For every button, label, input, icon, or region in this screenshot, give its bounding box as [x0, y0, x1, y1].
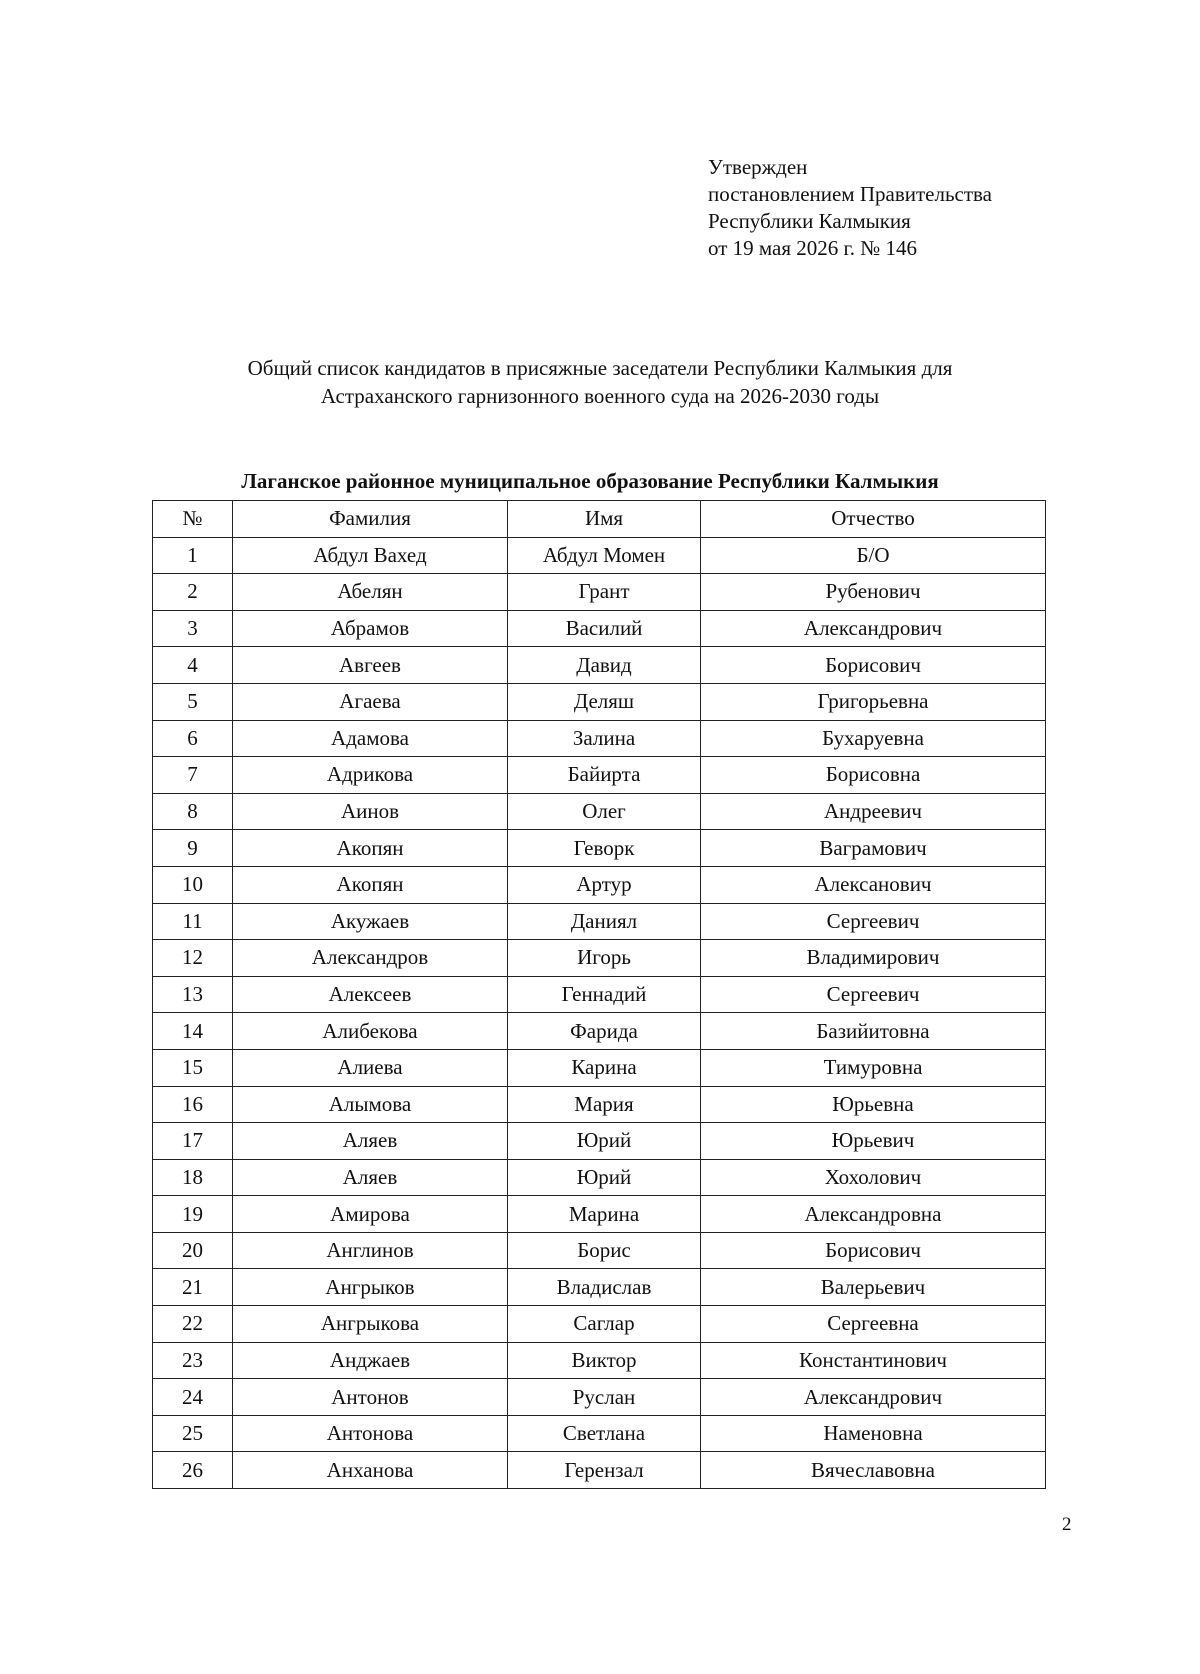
cell-patronymic: Вячеславовна	[701, 1452, 1046, 1489]
cell-name: Байирта	[508, 757, 701, 794]
table-row	[153, 537, 1046, 574]
cell-patronymic: Наменовна	[701, 1415, 1046, 1452]
cell-surname: Аляев	[233, 1159, 508, 1196]
cell-name: Игорь	[508, 940, 701, 977]
cell-name: Владислав	[508, 1269, 701, 1306]
table-row	[153, 1013, 1046, 1050]
table-row	[153, 757, 1046, 794]
cell-name: Саглар	[508, 1306, 701, 1343]
cell-name: Геннадий	[508, 976, 701, 1013]
table-row	[153, 1342, 1046, 1379]
cell-patronymic: Александрович	[701, 610, 1046, 647]
cell-name: Юрий	[508, 1159, 701, 1196]
header-number: №	[153, 501, 233, 538]
cell-surname: Ангрыкова	[233, 1306, 508, 1343]
cell-patronymic: Андреевич	[701, 793, 1046, 830]
cell-patronymic: Борисович	[701, 1232, 1046, 1269]
cell-patronymic: Рубенович	[701, 574, 1046, 611]
cell-patronymic: Юрьевич	[701, 1123, 1046, 1160]
cell-patronymic: Борисовна	[701, 757, 1046, 794]
table-row	[153, 1306, 1046, 1343]
header-surname: Фамилия	[233, 501, 508, 538]
cell-name: Светлана	[508, 1415, 701, 1452]
table-row	[153, 1232, 1046, 1269]
cell-number: 18	[153, 1159, 233, 1196]
cell-number: 6	[153, 720, 233, 757]
cell-number: 23	[153, 1342, 233, 1379]
approval-line: от 19 мая 2026 г. № 146	[708, 236, 918, 260]
table-row	[153, 793, 1046, 830]
table-row	[153, 683, 1046, 720]
table-row	[153, 830, 1046, 867]
cell-patronymic: Константинович	[701, 1342, 1046, 1379]
cell-patronymic: Владимирович	[701, 940, 1046, 977]
table-body	[153, 537, 1046, 1488]
cell-surname: Абелян	[233, 574, 508, 611]
cell-patronymic: Сергеевна	[701, 1306, 1046, 1343]
cell-patronymic: Сергеевич	[701, 976, 1046, 1013]
cell-patronymic: Ваграмович	[701, 830, 1046, 867]
cell-name: Руслан	[508, 1379, 701, 1416]
cell-name: Олег	[508, 793, 701, 830]
cell-name: Марина	[508, 1196, 701, 1233]
cell-surname: Акопян	[233, 866, 508, 903]
cell-patronymic: Б/О	[701, 537, 1046, 574]
cell-number: 19	[153, 1196, 233, 1233]
cell-name: Борис	[508, 1232, 701, 1269]
cell-name: Геворк	[508, 830, 701, 867]
cell-surname: Алексеев	[233, 976, 508, 1013]
table-row	[153, 1049, 1046, 1086]
cell-patronymic: Юрьевна	[701, 1086, 1046, 1123]
approval-line: постановлением Правительства	[708, 182, 993, 206]
cell-surname: Агаева	[233, 683, 508, 720]
cell-name: Грант	[508, 574, 701, 611]
table-row	[153, 720, 1046, 757]
cell-name: Карина	[508, 1049, 701, 1086]
table-row	[153, 1379, 1046, 1416]
table-row	[153, 1452, 1046, 1489]
cell-number: 9	[153, 830, 233, 867]
cell-number: 22	[153, 1306, 233, 1343]
cell-name: Виктор	[508, 1342, 701, 1379]
page-number: 2	[1062, 1514, 1072, 1535]
table-row	[153, 610, 1046, 647]
cell-name: Василий	[508, 610, 701, 647]
table-row	[153, 1086, 1046, 1123]
cell-name: Артур	[508, 866, 701, 903]
cell-name: Залина	[508, 720, 701, 757]
cell-name: Давид	[508, 647, 701, 684]
cell-surname: Абдул Вахед	[233, 537, 508, 574]
cell-surname: Англинов	[233, 1232, 508, 1269]
cell-patronymic: Бухаруевна	[701, 720, 1046, 757]
cell-patronymic: Александрович	[701, 1379, 1046, 1416]
cell-surname: Анханова	[233, 1452, 508, 1489]
cell-number: 8	[153, 793, 233, 830]
cell-name: Деляш	[508, 683, 701, 720]
table-row	[153, 1123, 1046, 1160]
cell-number: 1	[153, 537, 233, 574]
cell-surname: Алибекова	[233, 1013, 508, 1050]
cell-surname: Авгеев	[233, 647, 508, 684]
cell-number: 17	[153, 1123, 233, 1160]
cell-name: Фарида	[508, 1013, 701, 1050]
cell-number: 7	[153, 757, 233, 794]
table-row	[153, 866, 1046, 903]
cell-surname: Амирова	[233, 1196, 508, 1233]
cell-surname: Абрамов	[233, 610, 508, 647]
cell-number: 20	[153, 1232, 233, 1269]
cell-surname: Адрикова	[233, 757, 508, 794]
cell-name: Абдул Момен	[508, 537, 701, 574]
cell-number: 26	[153, 1452, 233, 1489]
approval-stamp	[708, 154, 992, 262]
table-row	[153, 976, 1046, 1013]
table-row	[153, 1159, 1046, 1196]
cell-patronymic: Александровна	[701, 1196, 1046, 1233]
cell-number: 13	[153, 976, 233, 1013]
cell-surname: Аинов	[233, 793, 508, 830]
cell-number: 10	[153, 866, 233, 903]
cell-patronymic: Хохолович	[701, 1159, 1046, 1196]
cell-number: 4	[153, 647, 233, 684]
table-row	[153, 1196, 1046, 1233]
header-patronymic: Отчество	[701, 501, 1046, 538]
cell-patronymic: Валерьевич	[701, 1269, 1046, 1306]
cell-surname: Алымова	[233, 1086, 508, 1123]
cell-patronymic: Алексанович	[701, 866, 1046, 903]
document-title-line: Общий список кандидатов в присяжные заседатели Республики Калмыкия для	[247, 356, 953, 380]
cell-name: Даниял	[508, 903, 701, 940]
cell-patronymic: Борисович	[701, 647, 1046, 684]
cell-surname: Акужаев	[233, 903, 508, 940]
candidates-table	[152, 500, 1046, 1489]
cell-surname: Алиева	[233, 1049, 508, 1086]
table-row	[153, 574, 1046, 611]
table-row	[153, 1269, 1046, 1306]
cell-number: 15	[153, 1049, 233, 1086]
cell-patronymic: Сергеевич	[701, 903, 1046, 940]
cell-surname: Аляев	[233, 1123, 508, 1160]
cell-number: 14	[153, 1013, 233, 1050]
cell-patronymic: Базийитовна	[701, 1013, 1046, 1050]
table-row	[153, 940, 1046, 977]
cell-number: 3	[153, 610, 233, 647]
cell-surname: Антонов	[233, 1379, 508, 1416]
table-row	[153, 1415, 1046, 1452]
table-row	[153, 903, 1046, 940]
table-row	[153, 647, 1046, 684]
cell-number: 25	[153, 1415, 233, 1452]
cell-surname: Акопян	[233, 830, 508, 867]
header-name: Имя	[508, 501, 701, 538]
document-title-line: Астраханского гарнизонного военного суда на 2026-2030 годы	[320, 384, 880, 408]
cell-number: 16	[153, 1086, 233, 1123]
document-title	[0, 354, 1200, 410]
cell-surname: Антонова	[233, 1415, 508, 1452]
cell-patronymic: Тимуровна	[701, 1049, 1046, 1086]
section-subtitle: Лаганское районное муниципальное образование Республики Калмыкия	[241, 469, 939, 493]
cell-number: 21	[153, 1269, 233, 1306]
cell-surname: Ангрыков	[233, 1269, 508, 1306]
approval-line: Утвержден	[708, 155, 808, 179]
cell-patronymic: Григорьевна	[701, 683, 1046, 720]
cell-surname: Анджаев	[233, 1342, 508, 1379]
cell-number: 5	[153, 683, 233, 720]
cell-surname: Адамова	[233, 720, 508, 757]
cell-name: Герензал	[508, 1452, 701, 1489]
table-header-row	[153, 501, 1046, 538]
cell-number: 12	[153, 940, 233, 977]
approval-line: Республики Калмыкия	[708, 209, 911, 233]
cell-number: 24	[153, 1379, 233, 1416]
cell-name: Мария	[508, 1086, 701, 1123]
cell-number: 11	[153, 903, 233, 940]
cell-surname: Александров	[233, 940, 508, 977]
cell-number: 2	[153, 574, 233, 611]
cell-name: Юрий	[508, 1123, 701, 1160]
